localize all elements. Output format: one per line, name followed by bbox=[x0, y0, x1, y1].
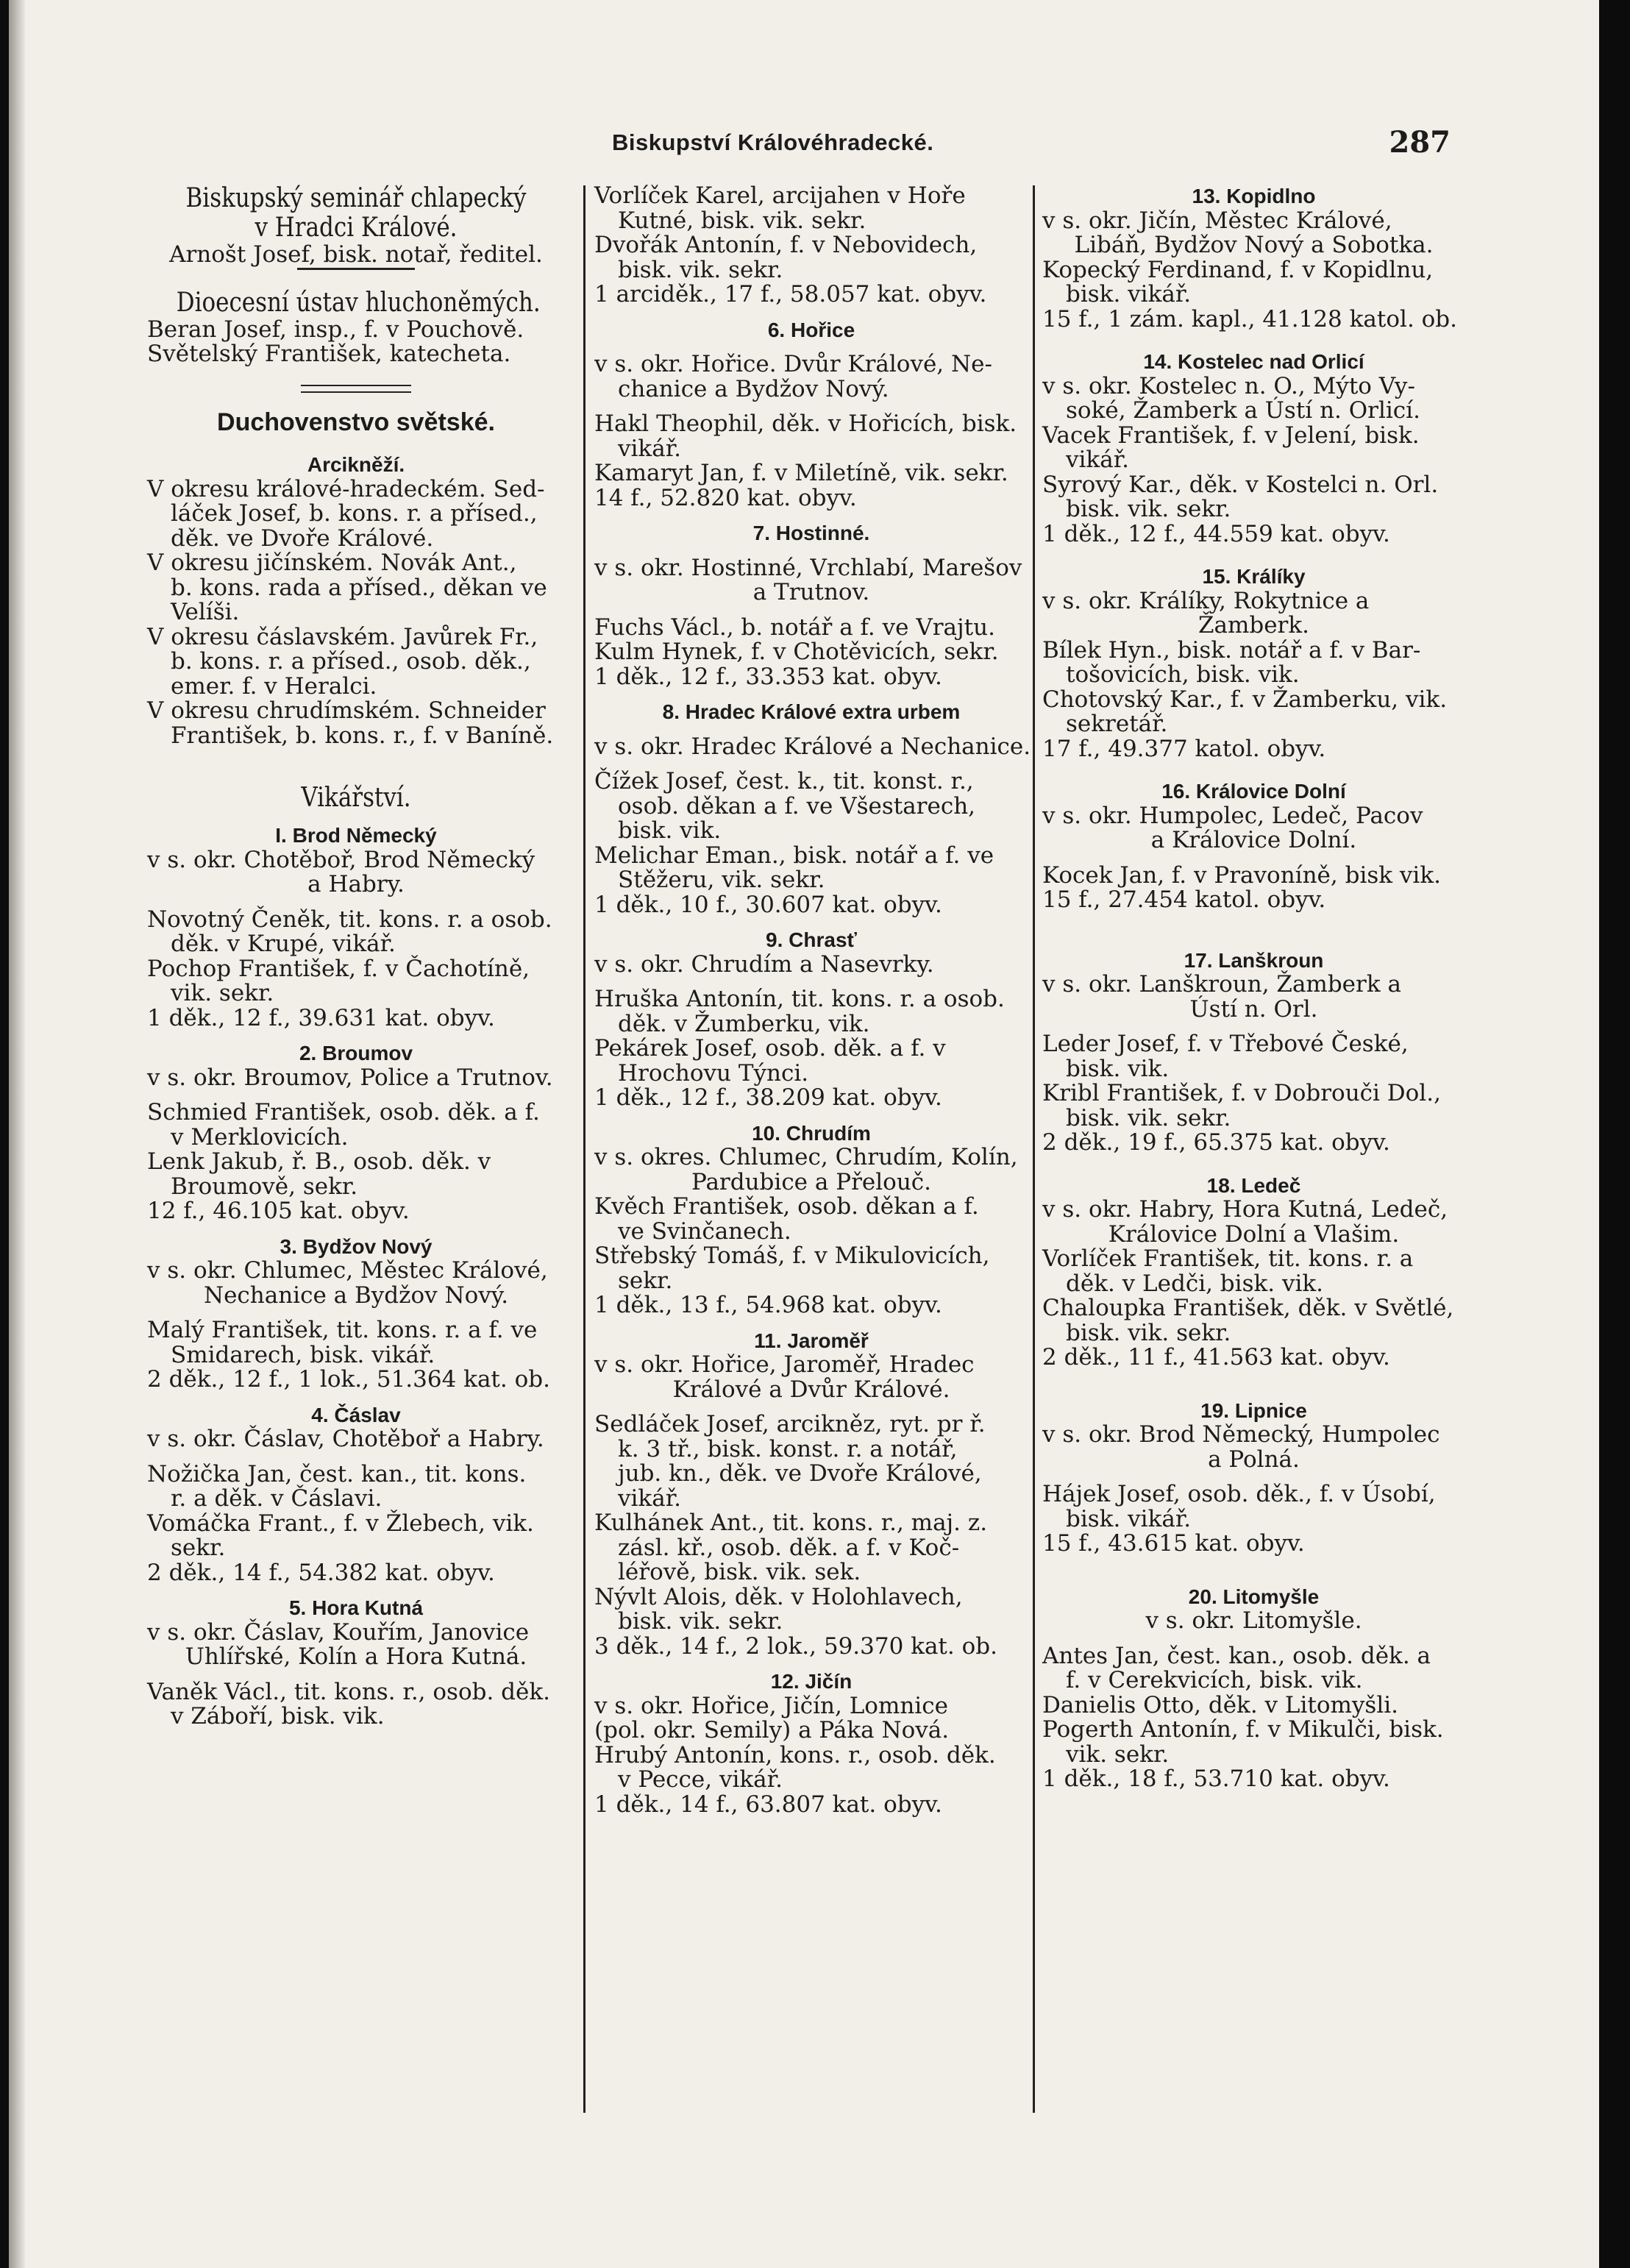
page-edge-shadow bbox=[9, 0, 25, 2268]
text-line: Lenk Jakub, ř. B., osob. děk. v bbox=[147, 1148, 491, 1175]
text-line: Hájek Josef, osob. děk., f. v Úsobí, bbox=[1042, 1481, 1436, 1507]
text-line: 1 děk., 18 f., 53.710 kat. obyv. bbox=[1042, 1766, 1390, 1792]
spacer bbox=[147, 1393, 565, 1403]
text-line: vik. sekr. bbox=[171, 980, 274, 1006]
text-line: Pochop František, f. v Čachotíně, bbox=[147, 955, 530, 982]
text-line: František, b. kons. r., f. v Baníně. bbox=[171, 722, 554, 749]
text-line: Leder Josef, f. v Třebové České, bbox=[1042, 1031, 1409, 1057]
text-line: Uhlířské, Kolín a Hora Kutná. bbox=[185, 1643, 527, 1670]
spacer bbox=[147, 766, 565, 783]
text-line: Arnošt Josef, bisk. notař, ředitel. bbox=[169, 241, 543, 268]
spacer bbox=[1042, 1371, 1465, 1388]
text-line: b. kons. r. a přísed., osob. děk., bbox=[171, 648, 531, 675]
column-divider-left bbox=[583, 185, 586, 2113]
text-line: v s. okr. Chrudím a Nasevrky. bbox=[594, 950, 934, 978]
text-line: 15 f., 1 zám. kapl., 41.128 katol. ob. bbox=[1042, 305, 1458, 333]
text-line: Kutné, bisk. vik. sekr. bbox=[618, 207, 866, 234]
district-heading: 5. Hora Kutná bbox=[288, 1596, 424, 1619]
text-line: v Pecce, vikář. bbox=[618, 1766, 783, 1793]
text-line: v s. okr. Litomyšle. bbox=[1145, 1607, 1362, 1634]
spacer bbox=[147, 271, 565, 288]
text-line: Nožička Jan, čest. kan., tit. kons. bbox=[147, 1460, 527, 1487]
text-line: v s. okr. Chlumec, Městec Králové, bbox=[147, 1257, 548, 1284]
text-line: v s. okr. Hořice, Jaroměř, Hradec bbox=[594, 1351, 975, 1378]
text-line: Vorlíček Karel, arcijahen v Hoře bbox=[594, 182, 966, 209]
text-line: jub. kn., děk. ve Dvoře Králové, bbox=[618, 1460, 982, 1487]
text-line: bisk. vik. sekr. bbox=[618, 1608, 783, 1635]
spacer bbox=[594, 511, 1028, 521]
text-line: v s. okr. Habry, Hora Kutná, Ledeč, bbox=[1042, 1196, 1448, 1223]
text-line: 1 arciděk., 17 f., 58.057 kat. obyv. bbox=[594, 281, 987, 308]
spacer bbox=[147, 393, 565, 410]
text-line: Žamberk. bbox=[1197, 612, 1310, 639]
text-line: 1 děk., 12 f., 44.559 kat. obyv. bbox=[1042, 520, 1390, 547]
text-line: soké, Žamberk a Ústí n. Orlicí. bbox=[1066, 397, 1420, 424]
district-heading: 10. Chrudím bbox=[752, 1121, 871, 1145]
text-line: Světelský František, katecheta. bbox=[147, 341, 511, 367]
text-line: v Merklovicích. bbox=[171, 1123, 349, 1151]
text-line: Schmied František, osob. děk. a f. bbox=[147, 1099, 540, 1126]
text-line: v s. okr. Čáslav, Kouřím, Janovice bbox=[147, 1618, 530, 1646]
text-line: Kvěch František, osob. děkan a f. bbox=[594, 1193, 979, 1220]
text-line: Velíši. bbox=[171, 599, 240, 625]
district-heading: 12. Jičín bbox=[770, 1670, 853, 1693]
text-line: 2 děk., 12 f., 1 lok., 51.364 kat. ob. bbox=[147, 1366, 550, 1393]
text-line: 17 f., 49.377 katol. obyv. bbox=[1042, 735, 1326, 762]
spacer bbox=[1042, 931, 1465, 948]
district-heading: 14. Kostelec nad Orlicí bbox=[1143, 350, 1364, 373]
text-line: Bílek Hyn., bisk. notář a f. v Bar- bbox=[1042, 636, 1421, 664]
text-line: bisk. vik. sekr. bbox=[1066, 1104, 1231, 1131]
text-line: V okresu chrudímském. Schneider bbox=[147, 697, 546, 724]
text-line: Kopecký Ferdinand, f. v Kopidlnu, bbox=[1042, 256, 1434, 283]
text-line: Smidarech, bisk. vikář. bbox=[171, 1341, 435, 1368]
section-rule bbox=[301, 385, 411, 393]
column-right bbox=[1042, 184, 1465, 1792]
text-line: Kulm Hynek, f. v Chotěvicích, sekr. bbox=[594, 639, 999, 665]
spacer bbox=[147, 813, 565, 823]
spacer bbox=[1042, 1574, 1465, 1585]
text-line: Chotovský Kar., f. v Žamberku, vik. bbox=[1042, 686, 1448, 713]
text-line: Syrový Kar., děk. v Kostelci n. Orl. bbox=[1042, 471, 1439, 498]
text-line: 1 děk., 12 f., 38.209 kat. obyv. bbox=[594, 1084, 942, 1111]
text-line: Chaloupka František, děk. v Světlé, bbox=[1042, 1295, 1454, 1321]
text-line: 1 děk., 13 f., 54.968 kat. obyv. bbox=[594, 1292, 942, 1318]
district-heading: 6. Hořice bbox=[767, 318, 855, 341]
text-line: V okresu čáslavském. Javůrek Fr., bbox=[147, 623, 538, 650]
spacer bbox=[1042, 913, 1465, 931]
text-line: v s. okr. Králíky, Rokytnice a bbox=[1042, 587, 1370, 614]
column-divider-right bbox=[1033, 185, 1035, 2113]
scanned-page bbox=[9, 0, 1599, 2268]
district-heading: 3. Bydžov Nový bbox=[280, 1234, 433, 1258]
text-line: 12 f., 46.105 kat. obyv. bbox=[147, 1198, 410, 1224]
text-line: Vorlíček František, tit. kons. r. a bbox=[1042, 1245, 1414, 1272]
text-line: Kocek Jan, f. v Pravoníně, bisk vik. bbox=[1042, 861, 1441, 889]
text-line: v s. okr. Chotěboř, Brod Německý bbox=[147, 846, 535, 873]
district-heading: 8. Hradec Králové extra urbem bbox=[662, 700, 961, 723]
spacer bbox=[147, 435, 565, 452]
district-heading: 15. Králíky bbox=[1202, 565, 1306, 588]
spacer bbox=[594, 917, 1028, 928]
text-line: Vacek František, f. v Jelení, bisk. bbox=[1042, 422, 1420, 449]
text-line: emer. f. v Heralci. bbox=[171, 672, 377, 700]
text-line: bisk. vik. sekr. bbox=[1066, 496, 1231, 522]
district-heading: Arcikněží. bbox=[307, 453, 405, 476]
text-line: Melichar Eman., bisk. notář a f. ve bbox=[594, 842, 994, 869]
text-line: v s. okr. Hořice, Jičín, Lomnice bbox=[594, 1692, 948, 1719]
text-line: a Trutnov. bbox=[752, 579, 870, 605]
text-line: Broumově, sekr. bbox=[171, 1173, 358, 1200]
text-line: 1 děk., 14 f., 63.807 kat. obyv. bbox=[594, 1791, 942, 1818]
text-line: sekr. bbox=[618, 1267, 673, 1294]
main-heading: Duchovenstvo světské. bbox=[217, 408, 495, 436]
text-line: Králové a Dvůr Králové. bbox=[672, 1376, 950, 1403]
section-heading: v Hradci Králové. bbox=[255, 213, 458, 243]
text-line: Stěžeru, vik. sekr. bbox=[618, 867, 825, 893]
running-head-title: Biskupství Královéhradecké. bbox=[612, 129, 934, 155]
text-line: vikář. bbox=[1066, 447, 1129, 473]
text-line: v s. okr. Lanškroun, Žamberk a bbox=[1042, 971, 1401, 998]
text-line: Kamaryt Jan, f. v Miletíně, vik. sekr. bbox=[594, 460, 1008, 486]
spacer bbox=[594, 308, 1028, 318]
text-line: děk. ve Dvoře Králové. bbox=[171, 525, 434, 552]
text-line: děk. v Krupé, vikář. bbox=[171, 931, 396, 957]
text-line: chanice a Bydžov Nový. bbox=[618, 375, 889, 402]
text-line: a Polná. bbox=[1208, 1446, 1300, 1473]
section-heading: Dioecesní ústav hluchoněmých. bbox=[176, 287, 541, 318]
text-line: Hakl Theophil, děk. v Hořicích, bisk. bbox=[594, 410, 1017, 437]
district-heading: 19. Lipnice bbox=[1200, 1398, 1307, 1422]
text-line: 3 děk., 14 f., 2 lok., 59.370 kat. ob. bbox=[594, 1632, 997, 1660]
text-line: Kulhánek Ant., tit. kons. r., maj. z. bbox=[594, 1510, 988, 1536]
text-line: Hrochovu Týnci. bbox=[618, 1059, 809, 1087]
text-line: v s. okr. Kostelec n. O., Mýto Vy- bbox=[1042, 372, 1415, 399]
text-line: Pekárek Josef, osob. děk. a f. v bbox=[594, 1035, 946, 1062]
spacer bbox=[1042, 332, 1465, 349]
text-line: ve Svinčanech. bbox=[618, 1217, 791, 1245]
district-heading: 13. Kopidlno bbox=[1192, 185, 1316, 207]
text-line: k. 3 tř., bisk. konst. r. a notář, bbox=[618, 1435, 958, 1462]
spacer bbox=[594, 1659, 1028, 1669]
text-line: v s. okr. Hořice. Dvůr Králové, Ne- bbox=[594, 351, 992, 377]
section-heading: Biskupský seminář chlapecký bbox=[185, 183, 527, 213]
spacer bbox=[147, 748, 565, 766]
text-line: v s. okres. Chlumec, Chrudím, Kolín, bbox=[594, 1144, 1018, 1170]
text-line: Nývlt Alois, děk. v Holohlavech, bbox=[594, 1583, 963, 1610]
spacer bbox=[594, 1111, 1028, 1121]
text-line: 1 děk., 10 f., 30.607 kat. obyv. bbox=[594, 891, 942, 918]
text-line: v s. okr. Hostinné, Vrchlabí, Marešov bbox=[594, 554, 1022, 581]
text-line: tošovicích, bisk. vik. bbox=[1066, 661, 1300, 688]
text-line: V okresu jičínském. Novák Ant., bbox=[147, 550, 517, 576]
text-line: v s. okr. Jičín, Městec Králové, bbox=[1042, 207, 1392, 234]
district-heading: 20. Litomyšle bbox=[1188, 1585, 1320, 1608]
district-heading: 4. Čáslav bbox=[311, 1403, 401, 1426]
text-line: léřově, bisk. vik. sek. bbox=[618, 1559, 861, 1585]
running-head bbox=[9, 125, 1451, 166]
text-line: 2 děk., 11 f., 41.563 kat. obyv. bbox=[1042, 1344, 1390, 1371]
text-line: v s. okr. Humpolec, Ledeč, Pacov bbox=[1042, 802, 1423, 829]
text-line: Čížek Josef, čest. k., tit. konst. r., bbox=[594, 768, 974, 794]
page-number: 287 bbox=[1389, 125, 1451, 160]
spacer bbox=[1042, 1557, 1465, 1574]
text-line: bisk. vik. bbox=[1066, 1055, 1170, 1082]
spacer bbox=[147, 1224, 565, 1234]
text-line: Královice Dolní a Vlašim. bbox=[1108, 1220, 1400, 1248]
spacer bbox=[1042, 761, 1465, 779]
text-line: zásl. kř., osob. děk. a f. v Koč- bbox=[618, 1534, 960, 1561]
text-line: bisk. vik. bbox=[618, 817, 722, 844]
text-line: Antes Jan, čest. kan., osob. děk. a bbox=[1042, 1642, 1431, 1669]
spacer bbox=[1042, 1156, 1465, 1173]
text-line: Malý František, tit. kons. r. a f. ve bbox=[147, 1317, 538, 1343]
text-line: Střebský Tomáš, f. v Mikulovicích, bbox=[594, 1243, 990, 1269]
text-line: láček Josef, b. kons. r. a přísed., bbox=[171, 500, 538, 527]
text-line: sekr. bbox=[171, 1535, 226, 1561]
text-line: Pogerth Antonín, f. v Mikulči, bisk. bbox=[1042, 1716, 1444, 1743]
text-line: Sedláček Josef, arcikněz, ryt. pr ř. bbox=[594, 1411, 986, 1437]
text-line: v s. okr. Čáslav, Chotěboř a Habry. bbox=[147, 1426, 544, 1452]
district-heading: 7. Hostinné. bbox=[752, 522, 870, 544]
text-line: bisk. vikář. bbox=[1066, 281, 1192, 308]
text-line: v s. okr. Broumov, Police a Trutnov. bbox=[147, 1064, 553, 1091]
text-line: vikář. bbox=[618, 435, 681, 462]
text-line: Libáň, Bydžov Nový a Sobotka. bbox=[1074, 232, 1434, 258]
text-line: f. v Cerekvicích, bisk. vik. bbox=[1066, 1667, 1363, 1693]
text-line: sekretář. bbox=[1066, 711, 1168, 737]
text-line: děk. v Žumberku, vik. bbox=[618, 1010, 870, 1037]
text-line: a Královice Dolní. bbox=[1150, 827, 1357, 853]
text-line: bisk. vik. sekr. bbox=[618, 256, 783, 283]
text-line: Nechanice a Bydžov Nový. bbox=[203, 1281, 509, 1309]
spacer bbox=[1042, 547, 1465, 564]
district-heading: 9. Chrasť bbox=[766, 928, 857, 951]
district-heading: 2. Broumov bbox=[299, 1042, 413, 1064]
spacer bbox=[594, 1318, 1028, 1329]
text-line: vik. sekr. bbox=[1066, 1741, 1170, 1768]
text-line: a Habry. bbox=[307, 871, 405, 897]
text-line: (pol. okr. Semily) a Páka Nová. bbox=[594, 1717, 950, 1743]
column-left bbox=[147, 184, 565, 1730]
text-line: Vaněk Václ., tit. kons. r., osob. děk. bbox=[147, 1678, 550, 1705]
text-line: Vomáčka Frant., f. v Žlebech, vik. bbox=[147, 1510, 534, 1537]
text-line: 15 f., 27.454 katol. obyv. bbox=[1042, 886, 1326, 913]
district-heading: 17. Lanškroun bbox=[1184, 948, 1324, 972]
text-line: Kribl František, f. v Dobrouči Dol., bbox=[1042, 1080, 1441, 1106]
text-line: Beran Josef, insp., f. v Pouchově. bbox=[147, 316, 524, 343]
text-line: Ústí n. Orl. bbox=[1189, 995, 1318, 1023]
text-line: bisk. vik. sekr. bbox=[1066, 1319, 1231, 1346]
text-line: Hruška Antonín, tit. kons. r. a osob. bbox=[594, 986, 1005, 1012]
text-line: r. a děk. v Čáslavi. bbox=[171, 1485, 382, 1512]
text-line: Pardubice a Přelouč. bbox=[691, 1168, 931, 1195]
spacer bbox=[147, 1585, 565, 1596]
text-line: osob. děkan a f. ve Všestarech, bbox=[618, 792, 976, 820]
column-middle bbox=[594, 182, 1031, 1818]
text-line: bisk. vikář. bbox=[1066, 1505, 1192, 1532]
district-heading: I. Brod Německý bbox=[275, 824, 437, 847]
section-heading: Vikářství. bbox=[301, 783, 411, 813]
text-line: b. kons. rada a přísed., děkan ve bbox=[171, 574, 547, 601]
district-heading: 16. Královice Dolní bbox=[1161, 780, 1346, 803]
text-line: Fuchs Václ., b. notář a f. ve Vrajtu. bbox=[594, 614, 995, 641]
spacer bbox=[1042, 1388, 1465, 1398]
text-line: 15 f., 43.615 kat. obyv. bbox=[1042, 1530, 1305, 1557]
text-line: Novotný Čeněk, tit. kons. r. a osob. bbox=[147, 906, 552, 933]
spacer bbox=[147, 1031, 565, 1041]
text-line: děk. v Ledči, bisk. vik. bbox=[1066, 1270, 1324, 1297]
text-line: 2 děk., 19 f., 65.375 kat. obyv. bbox=[1042, 1129, 1390, 1156]
spacer bbox=[147, 367, 565, 385]
spacer bbox=[594, 689, 1028, 700]
text-line: 1 děk., 12 f., 39.631 kat. obyv. bbox=[147, 1004, 495, 1031]
district-heading: 18. Ledeč bbox=[1206, 1173, 1301, 1197]
text-line: V okresu králové-hradeckém. Sed- bbox=[147, 475, 545, 502]
text-line: 1 děk., 12 f., 33.353 kat. obyv. bbox=[594, 663, 942, 690]
text-line: Danielis Otto, děk. v Litomyšli. bbox=[1042, 1691, 1399, 1718]
text-line: v Záboří, bisk. vik. bbox=[171, 1703, 385, 1730]
text-line: 14 f., 52.820 kat. obyv. bbox=[594, 484, 857, 511]
text-line: Dvořák Antonín, f. v Nebovidech, bbox=[594, 232, 978, 258]
text-line: v s. okr. Brod Německý, Humpolec bbox=[1042, 1421, 1440, 1448]
text-line: v s. okr. Hradec Králové a Nechanice. bbox=[594, 733, 1031, 760]
district-heading: 11. Jaroměř bbox=[754, 1329, 869, 1352]
text-line: vikář. bbox=[618, 1485, 681, 1512]
text-line: Hrubý Antonín, kons. r., osob. děk. bbox=[594, 1741, 996, 1768]
text-line: 2 děk., 14 f., 54.382 kat. obyv. bbox=[147, 1559, 495, 1586]
